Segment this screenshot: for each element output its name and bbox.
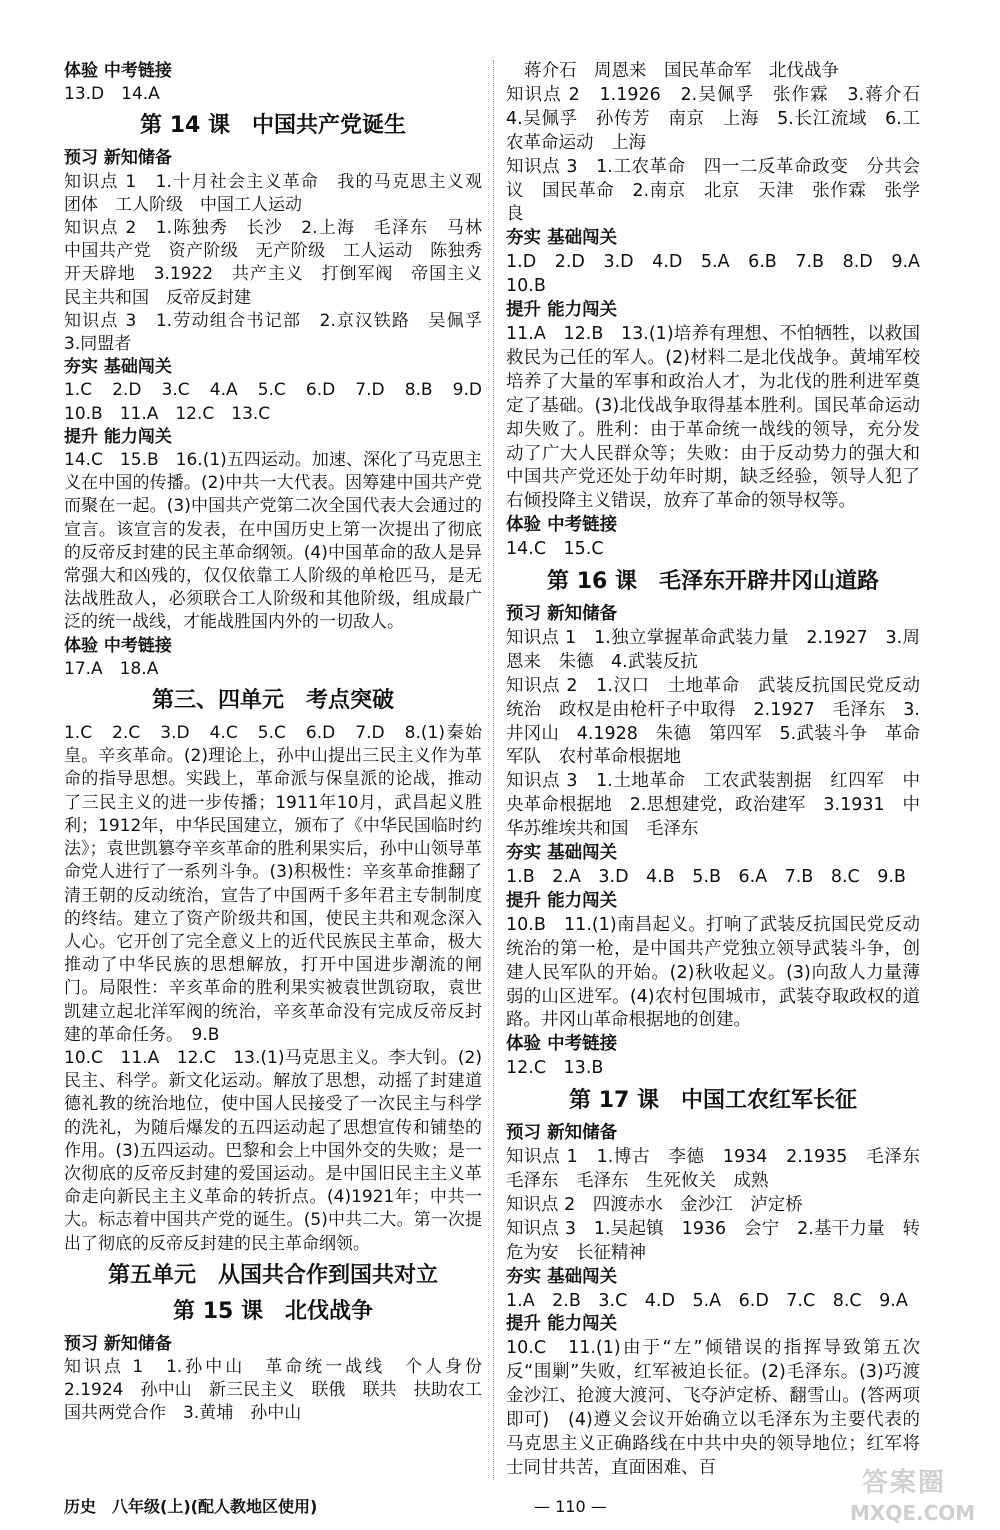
answer-paragraph: 知识点 1 1.孙中山 革命统一战线 个人身份 2.1924 孙中山 新三民主义 联俄 联共 扶助农工 国共两党合作 3.黄埔 孙中山	[64, 1356, 499, 1424]
section-heading: 预习 新知储备	[64, 148, 172, 169]
page-number: — 110 —	[534, 1497, 607, 1516]
answer-paragraph: 17.A 18.A	[64, 658, 159, 679]
section-heading: 预习 新知储备	[506, 1123, 618, 1144]
answer-paragraph: 10.C 11.A 12.C 13.(1)马克思主义。李大钊。(2)民主、科学。新文化运动。解放了思想，动摇了封建道德礼教的统治地位，使中国人民接受了一次民主与科学的洗礼，为随后爆发的五四运动起了思想宣传和铺垫的作用。(3)五四运动。巴黎和会上中国外交的失败；是一次彻底的反帝反封建的爱国运动。是中国旧民主主义革命走向新民主主义革命的转折点。(4)1921年；中共一大。标志着中国共产党的诞生。(5)中共二大。第一次提出了彻底的反帝反封建的民主革命纲领。	[64, 1047, 482, 1254]
answer-paragraph: 1.C 2.D 3.C 4.A 5.C 6.D 7.D 8.B 9.D 10.B 11.A 12.C 13.C	[64, 380, 499, 424]
answer-paragraph: 14.C 15.C	[506, 539, 604, 560]
lesson-title: 第三、四单元 考点突破	[151, 688, 394, 714]
section-heading: 体验 中考链接	[64, 61, 172, 81]
answer-paragraph: 10.B 11.(1)南昌起义。打响了武装反抗国民党反动统治的第一枪，是中国共产党独立领导武装斗争，创建人民军队的开始。(2)秋收起义。(3)向敌人力量薄弱的山区进军。(4)农村包围城市，武装夺取政权的道路。井冈山革命根据地的创建。	[506, 914, 920, 1031]
section-heading: 体验 中考链接	[506, 1034, 618, 1055]
lesson-title: 第 15 课 北伐战争	[173, 1298, 373, 1324]
answer-paragraph: 知识点 1 1.独立掌握革命武装力量 2.1927 3.周恩来 朱德 4.武装反抗	[506, 627, 920, 672]
answer-paragraph: 1.A 2.B 3.C 4.D 5.A 6.D 7.C 8.C 9.A	[506, 1290, 908, 1311]
answer-paragraph: 知识点 3 1.劳动组合书记部 2.京汉铁路 吴佩孚 3.同盟者	[64, 310, 499, 355]
section-heading: 预习 新知储备	[64, 1333, 172, 1354]
answer-paragraph: 10.C 11.(1)由于“左”倾错误的指挥导致第五次反“围剿”失败，红军被迫长征。(2)毛泽东。(3)巧渡金沙江、抢渡大渡河、飞夺泸定桥、翻雪山。(答两项即可) (4)遵义会议开始确立以毛泽东为主要代表的马克思主义正确路线在中共中央的领导地位；红军将士同甘共苦，直面困难、百	[506, 1338, 920, 1478]
section-heading: 夯实 基础闯关	[64, 357, 172, 378]
lesson-title: 第五单元 从国共合作到国共对立	[107, 1262, 438, 1288]
section-heading: 体验 中考链接	[64, 635, 172, 656]
watermark-url: MXQE.COM	[850, 1501, 976, 1525]
answer-paragraph: 1.D 2.D 3.D 4.D 5.A 6.B 7.B 8.D 9.A 10.B	[506, 252, 938, 297]
answer-paragraph: 知识点 3 1.吴起镇 1936 会宁 2.基干力量 转危为安 长征精神	[506, 1218, 920, 1263]
section-heading: 提升 能力闯关	[506, 890, 618, 911]
lesson-title: 第 14 课 中国共产党诞生	[140, 113, 406, 139]
answer-paragraph: 1.B 2.A 3.D 4.B 5.B 6.A 7.B 8.C 9.B	[506, 867, 906, 887]
section-heading: 体验 中考链接	[506, 515, 618, 536]
answer-paragraph: 知识点 1 1.十月社会主义革命 我的马克思主义观 团体 工人阶级 中国工人运动	[64, 171, 499, 215]
answer-paragraph: 知识点 2 1.陈独秀 长沙 2.上海 毛泽东 马林 中国共产党 资产阶级 无产阶级 工人运动 陈独秀 开天辟地 3.1922 共产主义 打倒军阀 帝国主义 民主共和国 反帝反封建	[64, 218, 499, 308]
answer-paragraph: 知识点 2 1.汉口 土地革命 武装反抗国民党反动统治 政权是由枪杆子中取得 2.1927 毛泽东 3.井冈山 4.1928 朱德 第四军 5.武装斗争 革命军队 农村革命根据地	[506, 675, 920, 768]
page-footer	[64, 1497, 940, 1517]
answer-paragraph: 13.D 14.A	[64, 84, 160, 105]
lesson-title: 第 16 课 毛泽东开辟井冈山道路	[547, 569, 879, 595]
watermark-logo	[820, 1470, 990, 1526]
answer-paragraph: 蒋介石 周恩来 国民革命军 北伐战争	[524, 61, 839, 81]
section-heading: 提升 能力闯关	[64, 426, 172, 447]
answer-paragraph: 1.C 2.C 3.D 4.C 5.C 6.D 7.D 8.(1)秦始皇。辛亥革命。(2)理论上，孙中山提出三民主义作为革命的指导思想。实践上，革命派与保皇派的论战，推动了三民主义的进一步传播；1911年10月，武昌起义胜利；1912年，中华民国建立，颁布了《中华民国临时约法》；袁世凯篡夺辛亥革命的胜利果实后，孙中山领导革命党人进行了一系列斗争。(3)积极性：辛亥革命推翻了清王朝的反动统治，宣告了中国两千多年君主专制制度的终结。建立了资产阶级共和国，使民主共和观念深入人心。它开创了完全意义上的近代民族民主革命，极大推动了中华民族的思想解放，打开中国进步潮流的闸门。局限性：辛亥革命的胜利果实被袁世凯窃取，袁世凯建立起北洋军阀的统治，辛亥革命没有完成反帝反封建的革命任务。 9.B	[64, 723, 482, 1045]
answer-paragraph: 11.A 12.B 13.(1)培养有理想、不怕牺牲，以救国救民为己任的军人。(2)材料二是北伐战争。黄埔军校培养了大量的军事和政治人才，为北伐的胜利进军奠定了基础。(3)北伐战争取得基本胜利。国民革命运动却失败了。胜利：由于革命统一战线的领导，充分发动了广大人民群众等；失败：由于反动势力的强大和中国共产党还处于幼年时期，缺乏经验，领导人犯了右倾投降主义错误，放弃了革命的领导权等。	[506, 323, 920, 512]
right-column	[506, 60, 938, 1481]
lesson-title: 第 17 课 中国工农红军长征	[569, 1088, 857, 1114]
answer-paragraph: 知识点 3 1.工农革命 四一二反革命政变 分共会议 国民革命 2.南京 北京 天津 张作霖 张学良	[506, 156, 920, 225]
answer-paragraph: 知识点 1 1.博古 李德 1934 2.1935 毛泽东 毛泽东 毛泽东 生死攸关 成熟	[506, 1147, 938, 1191]
section-heading: 夯实 基础闯关	[506, 843, 618, 864]
section-heading: 提升 能力闯关	[506, 1314, 618, 1335]
answer-paragraph: 14.C 15.B 16.(1)五四运动。加速、深化了马克思主义在中国的传播。(2)中共一大代表。因筹建中国共产党而聚在一起。(3)中国共产党第二次全国代表大会通过的宣言。该宣言的发表，在中国历史上第一次提出了彻底的反帝反封建的民主革命纲领。(4)中国革命的敌人是异常强大和凶残的，仅仅依靠工人阶级的单枪匹马，是无法战胜敌人，必须联合工人阶级和其他阶级，组成最广泛的统一战线，才能战胜国内外的一切敌人。	[64, 450, 482, 633]
section-heading: 提升 能力闯关	[506, 300, 618, 321]
watermark-logo-text: 答案圈	[862, 1468, 947, 1498]
answer-paragraph: 知识点 2 四渡赤水 金沙江 泸定桥	[506, 1194, 803, 1215]
left-column	[64, 60, 499, 1426]
answer-paragraph: 知识点 2 1.1926 2.吴佩孚 张作霖 3.蒋介石 4.吴佩孚 孙传芳 南京 上海 5.长江流域 6.工农革命运动 上海	[506, 84, 938, 153]
answer-paragraph: 知识点 3 1.土地革命 工农武装割据 红四军 中央革命根据地 2.思想建党，政治建军 3.1931 中华苏维埃共和国 毛泽东	[506, 771, 920, 840]
section-heading: 夯实 基础闯关	[506, 1266, 618, 1287]
answer-paragraph: 12.C 13.B	[506, 1058, 604, 1079]
section-heading: 预习 新知储备	[506, 604, 618, 625]
column-divider	[493, 60, 494, 1480]
subject-label: 历史 八年级(上)(配人教地区使用)	[64, 1497, 318, 1516]
section-heading: 夯实 基础闯关	[506, 228, 618, 249]
